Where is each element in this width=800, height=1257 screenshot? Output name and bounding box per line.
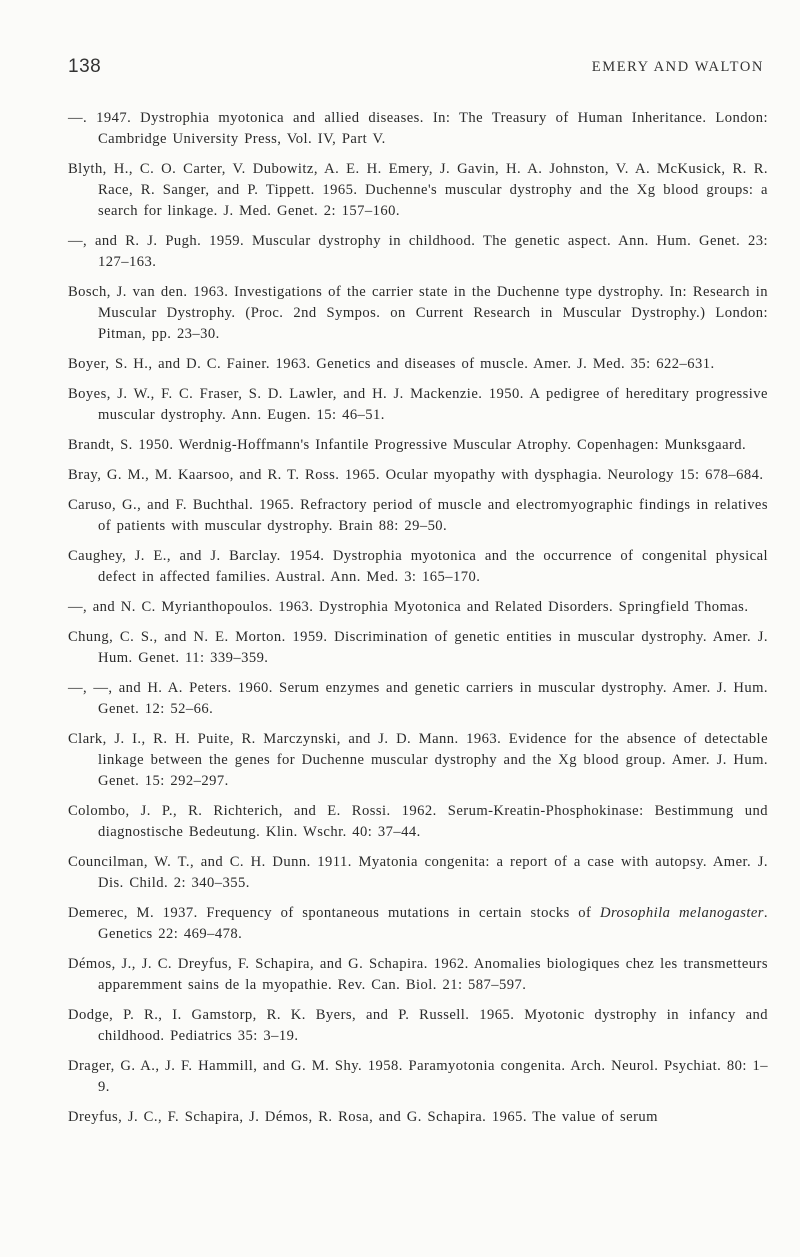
reference-entry: —, and R. J. Pugh. 1959. Muscular dystrophy in childhood. The genetic aspect. Ann. Hum. Genet. 23: 127–163. xyxy=(68,233,768,270)
reference-entry: Dodge, P. R., I. Gamstorp, R. K. Byers, and P. Russell. 1965. Myotonic dystrophy in infancy and childhood. Pediatrics 35: 3–19. xyxy=(68,1007,768,1044)
reference-entry: Chung, C. S., and N. E. Morton. 1959. Discrimination of genetic entities in muscular dystrophy. Amer. J. Hum. Genet. 11: 339–359. xyxy=(68,629,768,666)
reference-entry: Boyes, J. W., F. C. Fraser, S. D. Lawler, and H. J. Mackenzie. 1950. A pedigree of hereditary progressive muscular dystrophy. Ann. Eugen. 15: 46–51. xyxy=(68,386,768,423)
reference-text: . Genetics 22: 469–478. xyxy=(98,905,768,942)
reference-text: Demerec, M. 1937. Frequency of spontaneous mutations in certain stocks of xyxy=(68,905,600,921)
reference-entry: Brandt, S. 1950. Werdnig-Hoffmann's Infantile Progressive Muscular Atrophy. Copenhagen: Munksgaard. xyxy=(68,437,747,453)
reference-entry: Démos, J., J. C. Dreyfus, F. Schapira, and G. Schapira. 1962. Anomalies biologiques chez les transmetteurs apparemment sains de la myopathie. Rev. Can. Biol. 21: 587–597. xyxy=(68,956,768,993)
reference-entry: Colombo, J. P., R. Richterich, and E. Rossi. 1962. Serum-Kreatin-Phosphokinase: Bestimmung und diagnostische Bedeutung. Klin. Wschr. 40: 37–44. xyxy=(68,803,768,840)
reference-entry: Blyth, H., C. O. Carter, V. Dubowitz, A. E. H. Emery, J. Gavin, H. A. Johnston, V. A. McKusick, R. R. Race, R. Sanger, and P. Tippett. 1965. Duchenne's muscular dystrophy and the Xg blood groups: a search for linkage. J. Med. Genet. 2: 157–160. xyxy=(68,161,768,219)
reference-entry: —. 1947. Dystrophia myotonica and allied diseases. In: The Treasury of Human Inheritance. London: Cambridge University Press, Vol. IV, Part V. xyxy=(68,110,768,147)
running-head xyxy=(68,56,764,86)
reference-entry: Caughey, J. E., and J. Barclay. 1954. Dystrophia myotonica and the occurrence of congenital physical defect in affected families. Austral. Ann. Med. 3: 165–170. xyxy=(68,548,768,585)
reference-entry: Dreyfus, J. C., F. Schapira, J. Démos, R. Rosa, and G. Schapira. 1965. The value of serum xyxy=(68,1109,658,1125)
reference-entry: —, —, and H. A. Peters. 1960. Serum enzymes and genetic carriers in muscular dystrophy. Amer. J. Hum. Genet. 12: 52–66. xyxy=(68,680,768,717)
species-name: Drosophila melanogaster xyxy=(599,905,764,921)
reference-entry: Drager, G. A., J. F. Hammill, and G. M. Shy. 1958. Paramyotonia congenita. Arch. Neurol. Psychiat. 80: 1–9. xyxy=(68,1058,768,1095)
reference-entry: Clark, J. I., R. H. Puite, R. Marczynski, and J. D. Mann. 1963. Evidence for the absence of detectable linkage between the genes for Duchenne muscular dystrophy and the Xg blood group. Amer. J. Hum. Genet. 15: 292–297. xyxy=(68,731,768,789)
reference-entry: Caruso, G., and F. Buchthal. 1965. Refractory period of muscle and electromyographic findings in relatives of patients with muscular dystrophy. Brain 88: 29–50. xyxy=(68,497,768,534)
reference-entry: Boyer, S. H., and D. C. Fainer. 1963. Genetics and diseases of muscle. Amer. J. Med. 35: 622–631. xyxy=(68,356,715,372)
running-title: EMERY AND WALTON xyxy=(591,59,764,75)
reference-entry xyxy=(68,903,768,945)
page-number: 138 xyxy=(68,56,102,77)
reference-entry: Bray, G. M., M. Kaarsoo, and R. T. Ross. 1965. Ocular myopathy with dysphagia. Neurology 15: 678–684. xyxy=(68,467,764,483)
reference-list xyxy=(68,108,768,1137)
reference-entry: Bosch, J. van den. 1963. Investigations of the carrier state in the Duchenne type dystrophy. In: Research in Muscular Dystrophy. (Proc. 2nd Sympos. on Current Research in Muscular Dystrophy.) London: Pitman, pp. 23–30. xyxy=(68,284,768,342)
reference-entry: —, and N. C. Myrianthopoulos. 1963. Dystrophia Myotonica and Related Disorders. Springfield Thomas. xyxy=(68,599,749,615)
reference-entry: Councilman, W. T., and C. H. Dunn. 1911. Myatonia congenita: a report of a case with autopsy. Amer. J. Dis. Child. 2: 340–355. xyxy=(68,854,768,891)
